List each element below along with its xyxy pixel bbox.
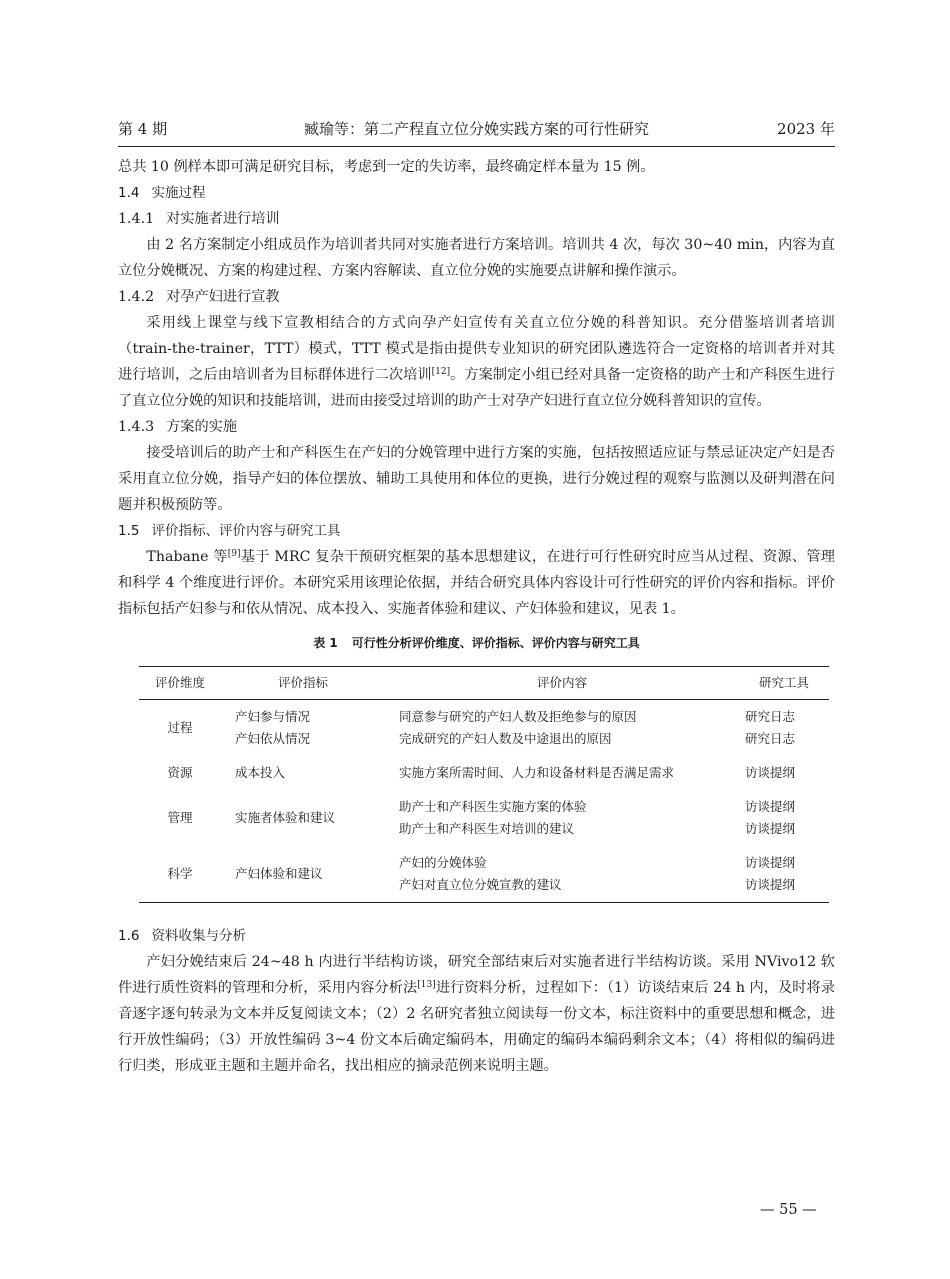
- tool-text: 访谈提纲: [745, 877, 796, 892]
- dimension-cell: 管理: [167, 810, 193, 825]
- paragraph-text: 基于 MRC 复杂干预研究框架的基本思想建议，在进行可行性研究时应当从过程、资源、管理和科学 4 个维度进行评价。本研究采用该理论依据，并结合研究具体内容设计可行性研究的评价内容和指标。评价指标包括产妇参与和依从情况、成本投入、实施者体验和建议、产妇体验和建议，见表 1。: [118, 549, 835, 617]
- paragraph-text: 进行资料分析，过程如下：（1）访谈结束后 24 h 内，及时将录音逐字逐句转录为文本并反复阅读文本；（2）2 名研究者独立阅读每一份文本，标注资料中的重要思想和概念，进行开放性编码；（3）开放性编码 3~4 份文本后确定编码本，用确定的编码本编码剩余文本；（4）将相似的编码进行归类，形成亚主题和主题并命名，找出相应的摘录范例来说明主题。: [118, 980, 835, 1074]
- tool-cell: [739, 756, 829, 790]
- indicator-cell: [221, 700, 385, 757]
- indicator-text: 产妇体验和建议: [235, 866, 323, 881]
- dimension-cell: 资源: [167, 765, 193, 780]
- content-text: 同意参与研究的产妇人数及拒绝参与的原因: [399, 709, 637, 724]
- tool-text: 访谈提纲: [745, 799, 796, 814]
- citation-ref: [13]: [417, 980, 436, 990]
- content-cell: [385, 846, 739, 903]
- citation-ref: [12]: [431, 367, 451, 377]
- running-header: [118, 116, 835, 142]
- table-row: [139, 700, 829, 757]
- paragraph-text: 产妇分娩结束后 24~48 h 内进行半结构访谈，研究全部结束后对实施者进行半结构访谈。采用 NVivo12 软件进行质性资料的管理和分析，采用内容分析法: [118, 954, 835, 996]
- indicator-cell: [221, 790, 385, 846]
- section-number: 1.5: [118, 523, 140, 539]
- section-title: 实施过程: [151, 185, 206, 201]
- dimension-cell: 科学: [167, 866, 193, 881]
- tool-text: 访谈提纲: [745, 821, 796, 836]
- subsection-title: 方案的实施: [166, 419, 238, 435]
- header-year: 2023 年: [777, 120, 835, 138]
- content-text: 助产士和产科医生对培训的建议: [399, 821, 575, 836]
- tool-text: 研究日志: [745, 709, 796, 724]
- header-article-title: 臧瑜等：第二产程直立位分娩实践方案的可行性研究: [303, 120, 649, 138]
- paragraph-evaluation: [118, 544, 835, 622]
- content-cell: [385, 756, 739, 790]
- content-text: 产妇的分娩体验: [399, 855, 487, 870]
- table-row: [139, 756, 829, 790]
- section-title: 评价指标、评价内容与研究工具: [151, 523, 341, 539]
- section-number: 1.6: [118, 928, 140, 944]
- paragraph-training: 由 2 名方案制定小组成员作为培训者共同对实施者进行方案培训。培训共 4 次，每次 30~40 min，内容为直立位分娩概况、方案的构建过程、方案内容解读、直立位分娩的实施要点讲解和操作演示。: [118, 237, 835, 279]
- indicator-text: 实施者体验和建议: [235, 810, 336, 825]
- section-heading-1-5: [118, 518, 835, 544]
- subsection-number: 1.4.3: [118, 419, 155, 435]
- table-title: 可行性分析评价维度、评价指标、评价内容与研究工具: [351, 636, 640, 650]
- column-header: 研究工具: [758, 675, 809, 690]
- paragraph-implementation: 接受培训后的助产士和产科医生在产妇的分娩管理中进行方案的实施，包括按照适应证与禁忌证决定产妇是否采用直立位分娩，指导产妇的体位摆放、辅助工具使用和体位的更换，进行分娩过程的观察与监测以及研判潜在问题并积极预防等。: [118, 445, 835, 513]
- indicator-text: 成本投入: [235, 765, 286, 780]
- paragraph-education: [118, 310, 835, 414]
- page-number: — 55 —: [760, 1202, 817, 1218]
- tool-cell: [739, 700, 829, 757]
- tool-text: 访谈提纲: [745, 855, 796, 870]
- paragraph-text: 采用线上课堂与线下宣教相结合的方式向孕产妇宣传有关直立位分娩的科普知识。充分借鉴培训者培训（train-the-trainer，TTT）模式，TTT 模式是指由提供专业知识的研究团队遴选符合一定资格的培训者并对其进行培训，之后由培训者为目标群体进行二次培训: [118, 315, 835, 383]
- column-header: 评价维度: [154, 675, 205, 690]
- header-divider: [118, 146, 835, 147]
- header-issue: 第 4 期: [118, 120, 168, 138]
- content-cell: [385, 700, 739, 757]
- subsection-heading-1-4-2: [118, 284, 835, 310]
- indicator-cell: [221, 756, 385, 790]
- content-text: 助产士和产科医生实施方案的体验: [399, 799, 587, 814]
- content-cell: [385, 790, 739, 846]
- content-text: 完成研究的产妇人数及中途退出的原因: [399, 731, 612, 746]
- dimension-cell: 过程: [167, 720, 193, 735]
- section-number: 1.4: [118, 185, 140, 201]
- content-text: 实施方案所需时间、人力和设备材料是否满足需求: [399, 765, 675, 780]
- indicator-text: 产妇参与情况: [235, 709, 311, 724]
- table-number: 表 1: [313, 636, 338, 650]
- table-row: [139, 846, 829, 903]
- table-row: [139, 790, 829, 846]
- subsection-number: 1.4.1: [118, 211, 155, 227]
- indicator-text: 产妇依从情况: [235, 731, 311, 746]
- tool-text: 研究日志: [745, 731, 796, 746]
- column-header: 评价内容: [536, 675, 587, 690]
- tool-cell: [739, 790, 829, 846]
- indicator-cell: [221, 846, 385, 903]
- tool-text: 访谈提纲: [745, 765, 796, 780]
- content-text: 产妇对直立位分娩宣教的建议: [399, 877, 562, 892]
- subsection-heading-1-4-3: [118, 414, 835, 440]
- section-title: 资料收集与分析: [151, 928, 246, 944]
- paragraph-sample-size: 总共 10 例样本即可满足研究目标，考虑到一定的失访率，最终确定样本量为 15 例。: [118, 159, 655, 175]
- section-heading-1-4: [118, 180, 835, 206]
- subsection-title: 对孕产妇进行宣教: [166, 289, 280, 305]
- tool-cell: [739, 846, 829, 903]
- table-caption: [118, 634, 835, 652]
- citation-ref: [9]: [227, 549, 241, 559]
- article-body: [118, 154, 835, 1079]
- subsection-number: 1.4.2: [118, 289, 155, 305]
- column-header: 评价指标: [277, 675, 328, 690]
- subsection-title: 对实施者进行培训: [166, 211, 280, 227]
- subsection-heading-1-4-1: [118, 206, 835, 232]
- table-header-row: [139, 667, 829, 700]
- evaluation-table: [139, 666, 829, 903]
- paragraph-text: 。方案制定小组已经对具备一定资格的助产士和产科医生进行了直立位分娩的知识和技能培训，进而由接受过培训的助产士对孕产妇进行直立位分娩科普知识的宣传。: [118, 367, 835, 409]
- section-heading-1-6: [118, 923, 835, 949]
- paragraph-data-analysis: [118, 949, 835, 1079]
- paragraph-text: Thabane 等: [146, 549, 228, 565]
